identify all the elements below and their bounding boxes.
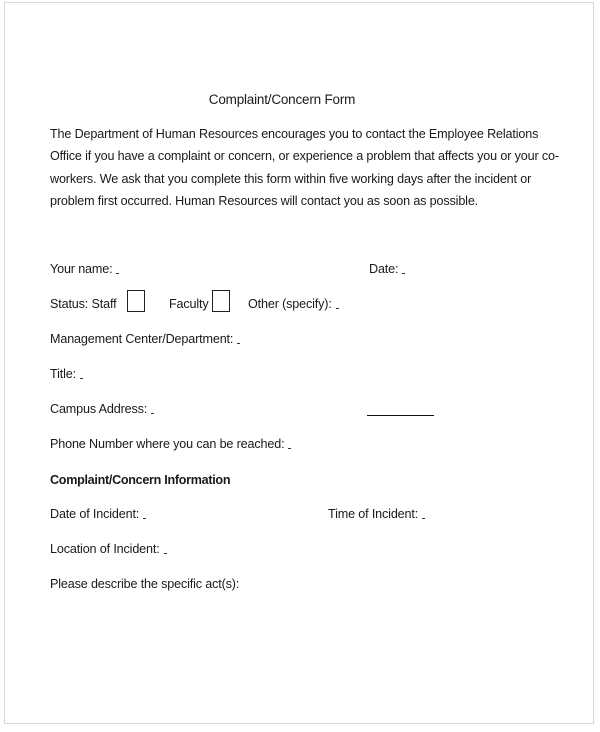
your-name-label: Your name: (50, 262, 113, 276)
title-label: Title: (50, 367, 76, 381)
faculty-checkbox[interactable] (212, 290, 230, 312)
phone-blank[interactable] (288, 438, 291, 449)
date-of-incident-field[interactable] (50, 507, 146, 521)
time-of-incident-field[interactable] (328, 507, 425, 521)
staff-checkbox[interactable] (127, 290, 145, 312)
other-blank[interactable] (336, 298, 339, 309)
management-blank[interactable] (237, 333, 240, 344)
date-blank[interactable] (402, 263, 405, 274)
campus-address-line[interactable] (367, 415, 434, 416)
intro-paragraph: The Department of Human Resources encourages you to contact the Employee Relations Office if you have a complaint or concern, or experience a problem that affects you or your co-workers. We ask that you complete this form within five working days after the incident or problem first occurred. Human Resources will contact you as soon as possible. (50, 127, 559, 208)
section-heading: Complaint/Concern Information (50, 473, 231, 487)
time-of-incident-label: Time of Incident: (328, 507, 419, 521)
location-field[interactable] (50, 542, 167, 556)
faculty-label: Faculty (169, 297, 209, 311)
your-name-field[interactable] (50, 262, 119, 276)
status-staff-label: Status: Staff (50, 297, 117, 311)
campus-address-field[interactable] (50, 402, 154, 416)
date-of-incident-blank[interactable] (143, 508, 146, 519)
management-label: Management Center/Department: (50, 332, 234, 346)
location-label: Location of Incident: (50, 542, 160, 556)
location-blank[interactable] (164, 543, 167, 554)
other-label: Other (specify): (248, 297, 332, 311)
campus-address-label: Campus Address: (50, 402, 148, 416)
time-of-incident-blank[interactable] (422, 508, 425, 519)
date-of-incident-label: Date of Incident: (50, 507, 140, 521)
date-field[interactable] (369, 262, 405, 276)
title-blank[interactable] (80, 368, 83, 379)
form-page (4, 2, 594, 724)
your-name-blank[interactable] (116, 263, 119, 274)
describe-label: Please describe the specific act(s): (50, 577, 240, 591)
form-title: Complaint/Concern Form (208, 92, 356, 107)
phone-label: Phone Number where you can be reached: (50, 437, 285, 451)
date-label: Date: (369, 262, 399, 276)
management-field[interactable] (50, 332, 240, 346)
other-field[interactable] (248, 297, 339, 311)
title-field[interactable] (50, 367, 83, 381)
phone-field[interactable] (50, 437, 291, 451)
campus-address-blank[interactable] (151, 403, 154, 414)
